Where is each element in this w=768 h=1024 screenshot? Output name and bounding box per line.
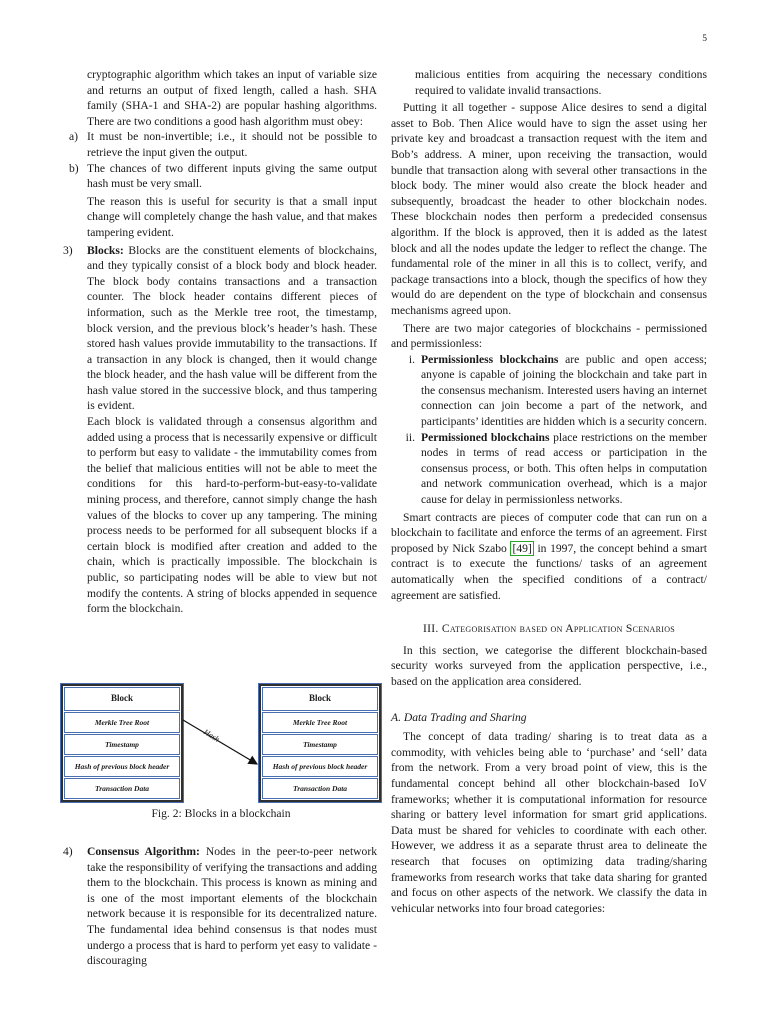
item-i-label: i. bbox=[408, 352, 415, 366]
alice-paragraph: Putting it all together - suppose Alice desires to send a digital asset to Bob. Then Alice would have to sign the asset using her private key and broadcast a transaction request with the item and Bob’s address. A miner, upon receiving the transaction, would bundle that transaction along with several other transactions in the block body. The miner would also create the block header and subsequently, broadcast the header to other blockchain nodes. These blockchain nodes then perform a predecided consensus algorithm. If the block is approved, then it is added as the latest block and all the nodes update the ledger to reflect the change. The fundamental role of the miner in all this is to collect, verify, and package transactions into a block, though the specifics of how they would do are dependent on the type of blockchain and consensus mechanisms agreed upon. bbox=[391, 101, 707, 317]
item-4-text: Nodes in the peer-to-peer network take the responsibility of verifying the transactions and adding them to the blockchain. This process is known as mining and is one of the most important elements of the blockchain network because it is responsible for its decentralized nature. The fundamental idea behind consensus is that nodes must undergo a process that is hard to perform yet easy to validate - discouraging bbox=[87, 845, 377, 968]
hash-arrow-label: Hash bbox=[202, 727, 222, 744]
item-3-text: Blocks are the constituent elements of blockchains, and they typically consist of a block body and block header. The block body contains transactions and a transaction counter. The block header contains different pieces of information, such as the Merkle tree root, the timestamp, block version, and the previous block’s header’s hash. These stored hash values provide immutability to the transactions. If a transaction in any block is changed, then it would change the block header, and the hash value will be different from the hash value stored in the successive block, and thus tampering is evident. bbox=[87, 243, 377, 413]
hash-arrow bbox=[61, 684, 381, 796]
item-4-title: Consensus Algorithm: bbox=[87, 845, 200, 858]
citation-link[interactable]: [49] bbox=[512, 541, 532, 555]
tx-data-cell: Transaction Data bbox=[262, 778, 378, 799]
block-title: Block bbox=[64, 687, 180, 711]
categories-paragraph: There are two major categories of blockchains - permissioned and permissionless: bbox=[391, 321, 707, 351]
merkle-root-cell: Merkle Tree Root bbox=[262, 712, 378, 733]
hash-intro-paragraph: cryptographic algorithm which takes an input of variable size and returns an output of fixed length, called a hash. SHA family (SHA-1 and SHA-2) are popular hashing algorithms. There are two conditions a good hash algorithm must obey: bbox=[87, 68, 377, 128]
page-number: 5 bbox=[702, 34, 707, 44]
left-column bbox=[63, 67, 377, 617]
list-item-consensus bbox=[63, 844, 377, 969]
condition-b-label: b) bbox=[69, 161, 79, 175]
prev-hash-cell: Hash of previous block header bbox=[262, 756, 378, 777]
item-ii-text: place restrictions on the member nodes in terms of read access or participation in the consensus process, or both. This often helps in computation and network communication overhead, which is a major cause for delay in permissionless networks. bbox=[421, 430, 707, 507]
smart-contract-text-1: Smart contracts are pieces of computer code that can run on a blockchain to facilitate and enforce the terms of an agreement. First proposed by Nick Szabo bbox=[391, 510, 707, 555]
reason-paragraph: The reason this is useful for security is that a small input change will completely change the hash value, and that makes tampering evident. bbox=[87, 194, 377, 239]
tx-data-cell: Transaction Data bbox=[64, 778, 180, 799]
item-i-text: are public and open access; anyone is capable of joining the blockchain and take part in the consensus mechanism. Interested users having an internet connection can join become a part of the network, and participants’ identities are hidden which is a security concern. bbox=[421, 352, 707, 429]
item-4-label: 4) bbox=[63, 845, 73, 858]
block-title: Block bbox=[262, 687, 378, 711]
list-item-permissioned bbox=[399, 430, 707, 508]
consensus-continued-paragraph: malicious entities from acquiring the necessary conditions required to validate invalid transactions. bbox=[415, 68, 707, 97]
condition-a-label: a) bbox=[69, 130, 79, 144]
item-3-text-2: Each block is validated through a consensus algorithm and added using a process that is necessarily expensive or difficult to perform but easy to validate - the immutability comes from the belief that malicious entities will not be able to meet the conditions for this hard-to-perform-but-easy-to-validate mining process, and therefore, cannot simply change the hash values of the blocks to cover up any tampering. The mining process needs to be performed for all subsequent blocks if a certain block is modified after creation and added to the chain, which is practically impossible. The blockchain is public, so participating nodes will be able to view but not modify the contents. A string of blocks appended in sequence form the blockchain. bbox=[87, 415, 377, 616]
figure-caption: Fig. 2: Blocks in a blockchain bbox=[151, 807, 291, 820]
left-column-bottom bbox=[63, 844, 377, 969]
data-trading-paragraph: The concept of data trading/ sharing is to treat data as a commodity, with vehicles being able to ‘purchase’ and ‘sell’ data from the network. From a very broad point of view, this is the fundamental concept behind all other blockchain-based IoV frameworks; whether it is computational information for resource sharing or battery level information for smart grid applications. Data must be shared for vehicles to coordinate with each other. However, we address it as a separate thrust area to delineate the research that focuses on optimizing data trading/sharing frameworks from research works that take data sharing for granted and focus on other aspects of the network. We classify the data in vehicular networks into four broad categories: bbox=[391, 730, 707, 915]
prev-hash-cell: Hash of previous block header bbox=[64, 756, 180, 777]
timestamp-cell: Timestamp bbox=[262, 734, 378, 755]
item-i-title: Permissionless blockchains bbox=[421, 352, 559, 366]
condition-a bbox=[69, 129, 377, 160]
item-ii-title: Permissioned blockchains bbox=[421, 430, 550, 444]
list-item-permissionless bbox=[399, 352, 707, 430]
item-ii-label: ii. bbox=[405, 430, 415, 444]
smart-contract-text-2: in 1997, the concept behind a smart contract is to execute the functions/ tasks of an agreement automatically when the specified conditions of a contract/ agreement are satisfied. bbox=[391, 541, 707, 602]
item-3-label: 3) bbox=[63, 243, 73, 257]
item-3-title: Blocks: bbox=[87, 243, 124, 257]
subsection-title: A. Data Trading and Sharing bbox=[391, 710, 527, 724]
condition-b bbox=[69, 161, 377, 192]
blocks-figure bbox=[61, 684, 381, 796]
merkle-root-cell: Merkle Tree Root bbox=[64, 712, 180, 733]
condition-b-text: The chances of two different inputs giving the same output hash must be very small. bbox=[87, 161, 377, 191]
right-column bbox=[391, 67, 707, 916]
section-title: III. Categorisation based on Application Scenarios bbox=[422, 622, 676, 636]
smart-contract-paragraph bbox=[391, 510, 707, 604]
section-intro-paragraph: In this section, we categorise the different blockchain-based security works surveyed from the application perspective, i.e., based on the application area considered. bbox=[391, 643, 707, 688]
timestamp-cell: Timestamp bbox=[64, 734, 180, 755]
list-item-blocks bbox=[63, 243, 377, 617]
condition-a-text: It must be non-invertible; i.e., it should not be possible to retrieve the input given the output. bbox=[87, 130, 377, 159]
